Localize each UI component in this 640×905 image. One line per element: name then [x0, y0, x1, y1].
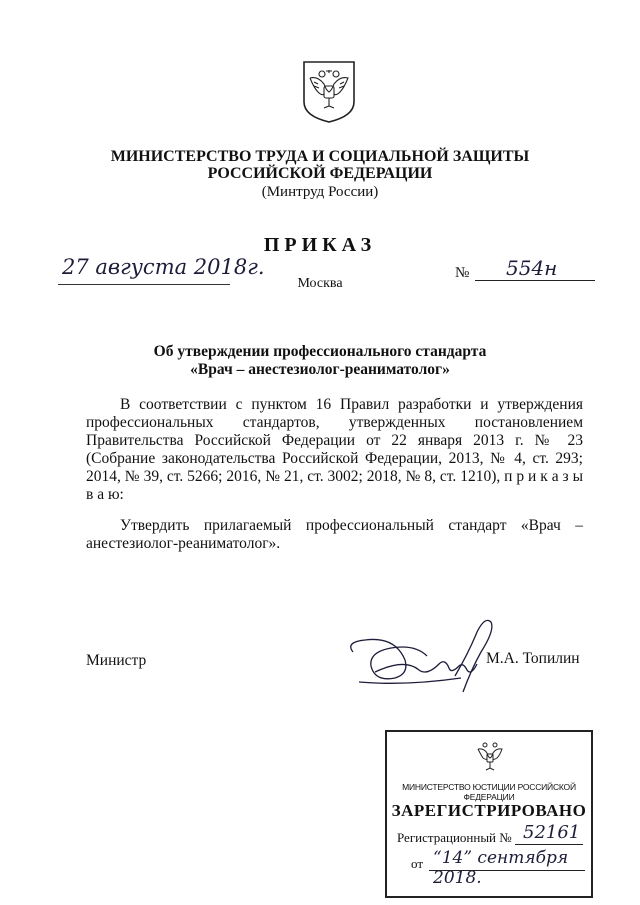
order-city: Москва [297, 276, 343, 291]
coat-of-arms-icon [300, 58, 358, 124]
ministry-name-line2: РОССИЙСКОЙ ФЕДЕРАЦИИ [207, 165, 433, 182]
stamp-date-underline [429, 870, 585, 871]
stamp-reg-number: 52161 [523, 822, 581, 843]
registration-stamp [385, 730, 593, 898]
stamp-from-label: от [411, 856, 424, 871]
subject-line2: «Врач – анестезиолог-реаниматолог» [190, 361, 450, 378]
ministry-short-name: (Минтруд России) [261, 184, 379, 200]
signatory-position: Министр [86, 652, 147, 669]
stamp-coat-of-arms-icon [475, 738, 505, 776]
ministry-name-line1: МИНИСТЕРСТВО ТРУДА И СОЦИАЛЬНОЙ ЗАЩИТЫ [110, 148, 530, 165]
order-title: ПРИКАЗ [263, 234, 377, 256]
order-date: 27 августа 2018г. [62, 255, 265, 279]
signature-image [335, 612, 505, 702]
stamp-from-date: “14” сентября 2018. [433, 848, 569, 888]
stamp-reg-label: Регистрационный № [397, 830, 512, 845]
signatory-name: М.А. Топилин [486, 650, 580, 667]
body-paragraph-2: Утвердить прилагаемый профессиональный стандарт «Врач – анестезиолог-реаниматолог». [86, 517, 583, 552]
body-paragraph-1: В соответствии с пунктом 16 Правил разработки и утверждения профессиональных стандартов, утвержденных постановлением Правительства Российской Федерации от 22 января 2013 г. № 23 (Собрание законодательства Российской Федерации, 2013, № 4, ст. 293; 2014, № 39, ст. 5266; 2016, № 21, ст. 3002; 2018, № 8, ст. 1210), п р и к а з ы в а ю: [86, 396, 583, 503]
stamp-org: МИНИСТЕРСТВО ЮСТИЦИИ РОССИЙСКОЙ ФЕДЕРАЦИИ [402, 782, 576, 802]
stamp-status: ЗАРЕГИСТРИРОВАНО [391, 801, 587, 820]
stamp-reg-underline [515, 844, 583, 845]
order-number: 554н [506, 256, 558, 280]
order-number-label: № [455, 265, 470, 281]
subject-line1: Об утверждении профессионального стандарта [153, 343, 487, 360]
